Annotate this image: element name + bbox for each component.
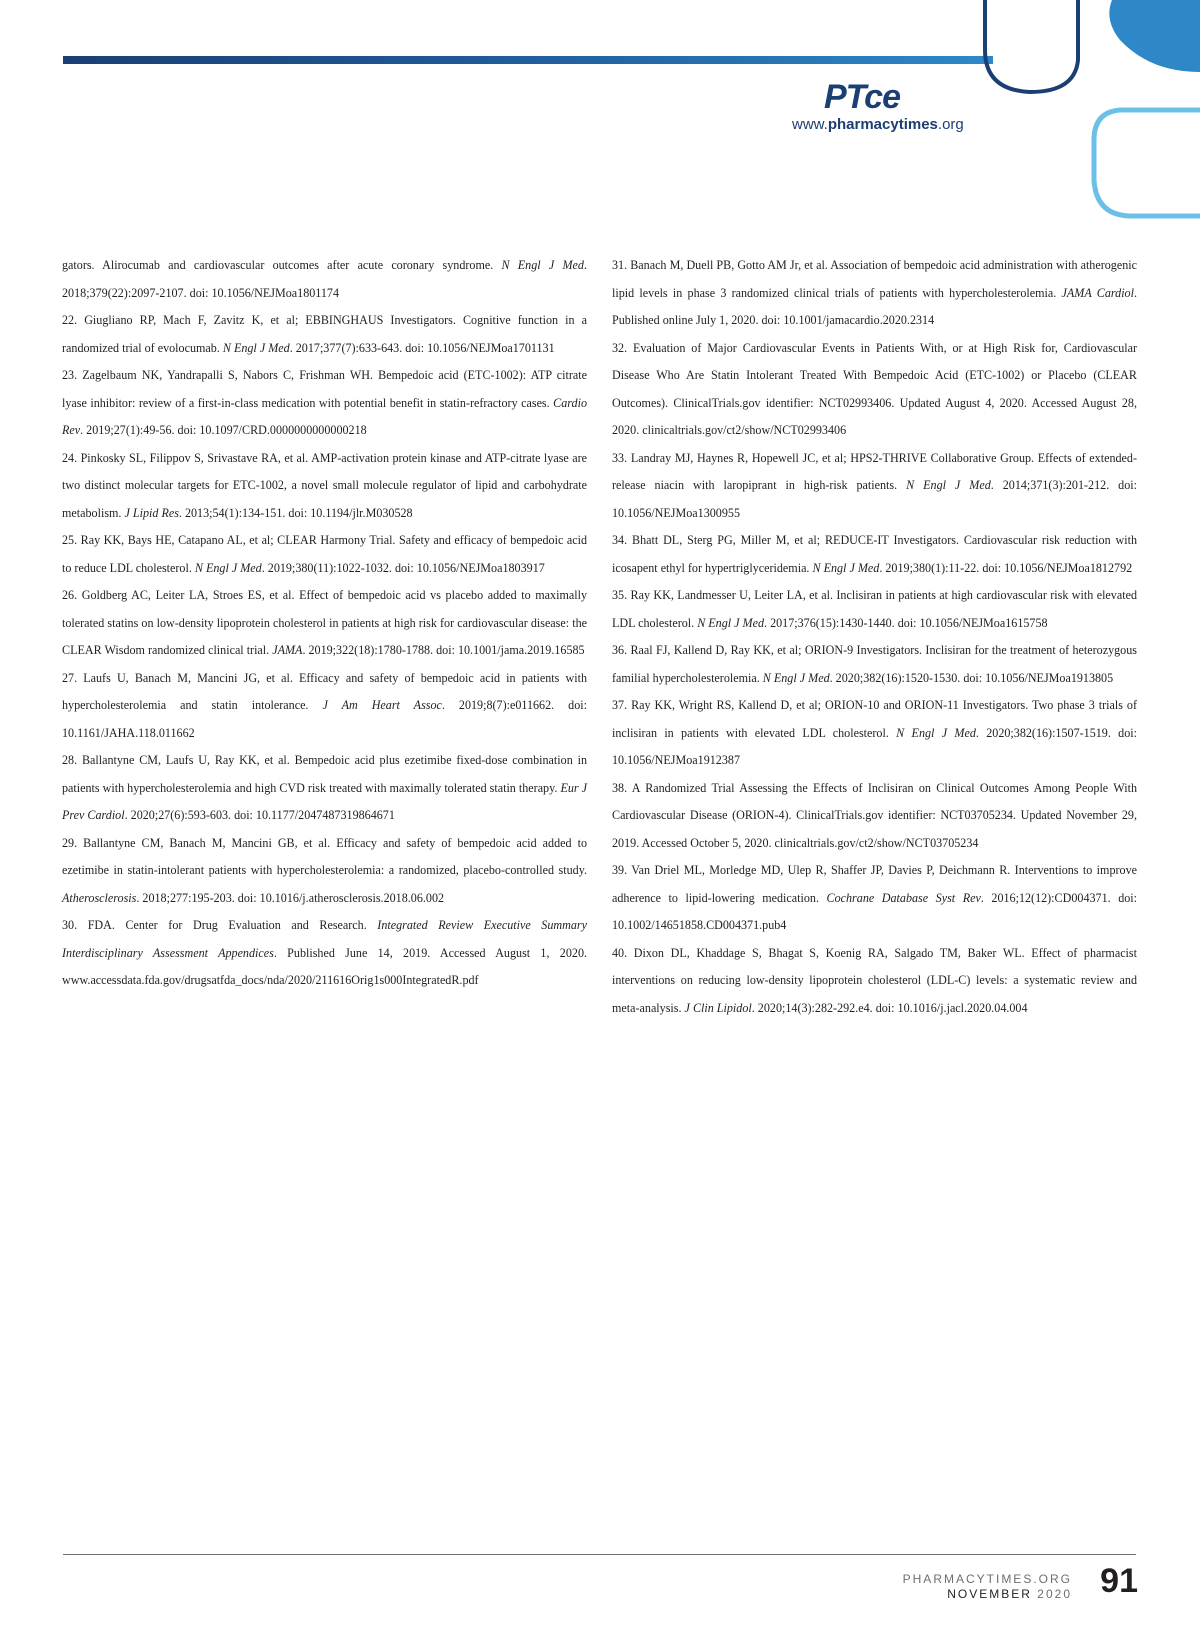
journal-title: N Engl J Med (906, 478, 991, 492)
reference-text: . 2017;376(15):1430-1440. doi: 10.1056/NEJMoa1615758 (764, 615, 1048, 630)
reference-text: 22. Giugliano RP, Mach F, Zavitz K, et al; EBBINGHAUS Investigators. Cognitive function in a randomized trial of evolocumab. (62, 313, 587, 355)
journal-title: J Am Heart Assoc (322, 698, 442, 712)
journal-title: N Engl J Med (812, 560, 880, 575)
journal-title: Atherosclerosis (62, 890, 137, 905)
reference-text: . 2018;277:195-203. doi: 10.1016/j.atherosclerosis.2018.06.002 (136, 890, 445, 905)
reference-text: . Published June 14, 2019. Accessed August 1, 2020. www.accessdata.fda.gov/drugsatfda_docs/nda/2020/211616Orig1s000IntegratedR.pdf (62, 945, 588, 987)
reference-text: . Published online July 1, 2020. doi: 10.1001/jamacardio.2020.2314 (612, 285, 1137, 327)
footer-rule (63, 1554, 1136, 1555)
journal-title: Integrated Review Executive Summary Interdisciplinary Assessment Appendices (62, 918, 587, 960)
reference-item (62, 252, 587, 307)
reference-text: 39. Van Driel ML, Morledge MD, Ulep R, Shaffer JP, Davies P, Deichmann R. Interventions to improve adherence to lipid-lowering medication. (612, 863, 1137, 905)
reference-item (612, 940, 1137, 1023)
reference-item (612, 252, 1137, 335)
journal-title: N Engl J Med (501, 258, 584, 272)
reference-item (612, 637, 1137, 692)
reference-item (612, 527, 1137, 582)
reference-text: . 2020;382(16):1520-1530. doi: 10.1056/NEJMoa1913805 (829, 670, 1114, 685)
reference-text: 29. Ballantyne CM, Banach M, Mancini GB, et al. Efficacy and safety of bempedoic acid added to ezetimibe in statin-intolerant patients with hypercholesterolemia: a randomized, placebo-controlled study. (62, 835, 587, 877)
reference-text: gators. Alirocumab and cardiovascular outcomes after acute coronary syndrome. (62, 258, 502, 272)
footer-site: PHARMACYTIMES.ORG (902, 1572, 1072, 1586)
reference-item (612, 582, 1137, 637)
reference-text: . 2019;380(1):11-22. doi: 10.1056/NEJMoa1812792 (879, 560, 1133, 575)
reference-text: . 2020;27(6):593-603. doi: 10.1177/2047487319864671 (124, 808, 395, 822)
reference-text: 23. Zagelbaum NK, Yandrapalli S, Nabors C, Frishman WH. Bempedoic acid (ETC-1002): ATP citrate lyase inhibitor: review of a first-in-class medication with potential benefit in statin-refractory cases. (62, 368, 587, 410)
footer-date (947, 1587, 1072, 1601)
reference-text: 33. Landray MJ, Haynes R, Hopewell JC, et al; HPS2-THRIVE Collaborative Group. Effects of extended-release niacin with laropiprant in high-risk patients. (612, 450, 1137, 492)
reference-text: 27. Laufs U, Banach M, Mancini JG, et al. Efficacy and safety of bempedoic acid in patients with hypercholesterolemia and statin intolerance. (62, 670, 587, 712)
references-column-right (612, 252, 1137, 1022)
light-blue-outline-shape (1094, 110, 1200, 216)
reference-text: 37. Ray KK, Wright RS, Kallend D, et al; ORION-10 and ORION-11 Investigators. Two phase 3 trials of inclisiran in patients with elevated LDL cholesterol. (612, 698, 1137, 740)
reference-item (62, 912, 587, 995)
reference-text: . 2019;322(18):1780-1788. doi: 10.1001/jama.2019.16585 (302, 643, 585, 657)
reference-text: . 2014;371(3):201-212. doi: 10.1056/NEJMoa1300955 (612, 478, 1137, 520)
reference-text: . 2016;12(12):CD004371. doi: 10.1002/14651858.CD004371.pub4 (612, 890, 1138, 932)
reference-item (62, 665, 587, 748)
journal-title: N Engl J Med (762, 670, 830, 685)
reference-text: 30. FDA. Center for Drug Evaluation and Research. (62, 918, 378, 932)
logo-mark: PTce (824, 78, 901, 116)
journal-title: N Engl J Med (222, 340, 290, 355)
reference-text: . 2018;379(22):2097-2107. doi: 10.1056/NEJMoa1801174 (62, 258, 587, 300)
journal-title: N Engl J Med (896, 725, 976, 740)
reference-item (62, 307, 587, 362)
reference-text: 26. Goldberg AC, Leiter LA, Stroes ES, et al. Effect of bempedoic acid vs placebo added to maximally tolerated statins on low-density lipoprotein cholesterol in patients at high risk for cardiovascular disease: the CLEAR Wisdom randomized clinical trial. (62, 588, 587, 657)
references-column-left (62, 252, 587, 995)
journal-title: N Engl J Med (194, 560, 262, 575)
reference-item (612, 692, 1137, 775)
journal-title: JAMA (272, 643, 303, 657)
reference-text: . 2013;54(1):134-151. doi: 10.1194/jlr.M030528 (178, 505, 413, 520)
journal-title: J Lipid Res (124, 505, 179, 520)
reference-item (62, 362, 587, 445)
reference-text: 40. Dixon DL, Khaddage S, Bhagat S, Koenig RA, Salgado TM, Baker WL. Effect of pharmacist interventions on reducing low-density lipoprotein cholesterol (LDL-C) levels: a systematic review and meta-analysis. (612, 945, 1137, 1015)
reference-item (62, 747, 587, 830)
reference-text: 36. Raal FJ, Kallend D, Ray KK, et al; ORION-9 Investigators. Inclisiran for the treatment of heterozygous familial hypercholesterolemia. (612, 643, 1137, 685)
reference-item (612, 857, 1137, 940)
journal-title: JAMA Cardiol (1061, 285, 1134, 300)
reference-text: 25. Ray KK, Bays HE, Catapano AL, et al; CLEAR Harmony Trial. Safety and efficacy of bempedoic acid to reduce LDL cholesterol. (62, 533, 587, 575)
page-number: 91 (1100, 1562, 1138, 1600)
reference-item (62, 582, 587, 665)
reference-text: . 2019;380(11):1022-1032. doi: 10.1056/NEJMoa1803917 (261, 560, 545, 575)
reference-item (62, 445, 587, 528)
reference-text: 24. Pinkosky SL, Filippov S, Srivastave RA, et al. AMP-activation protein kinase and ATP-citrate lyase are two distinct molecular targets for ETC-1002, a novel small molecule regulator of lipid and carbohydrate metabolism. (62, 450, 587, 520)
reference-text: 38. A Randomized Trial Assessing the Effects of Inclisiran on Clinical Outcomes Among People With Cardiovascular Disease (ORION-4). ClinicalTrials.gov identifier: NCT03705234. Updated November 29, 2019. Accessed October 5, 2020. clinicaltrials.gov/ct2/show/NCT03705234 (612, 780, 1137, 850)
reference-item (62, 830, 587, 913)
reference-item (612, 775, 1137, 858)
reference-text: . 2019;8(7):e011662. doi: 10.1161/JAHA.118.011662 (62, 698, 587, 740)
reference-item (62, 527, 587, 582)
reference-text: 34. Bhatt DL, Sterg PG, Miller M, et al; REDUCE-IT Investigators. Cardiovascular risk reduction with icosapent ethyl for hypertriglyceridemia. (612, 533, 1137, 575)
reference-text: . 2019;27(1):49-56. doi: 10.1097/CRD.0000000000000218 (80, 423, 367, 437)
journal-title: J Clin Lipidol (684, 1000, 752, 1015)
reference-text: 32. Evaluation of Major Cardiovascular Events in Patients With, or at High Risk for, Cardiovascular Disease Who Are Statin Intolerant Treated With Bempedoic Acid (ETC-1002) or Placebo (CLEAR Outcomes). ClinicalTrials.gov identifier: NCT02993406. Updated August 4, 2020. Accessed August 28, 2020. clinicaltrials.gov/ct2/show/NCT02993406 (612, 340, 1137, 437)
blue-filled-shape (1109, 0, 1200, 72)
journal-title: Cochrane Database Syst Rev (826, 890, 981, 905)
footer-year: 2020 (1037, 1587, 1072, 1601)
reference-item (612, 335, 1137, 445)
reference-text: . 2017;377(7):633-643. doi: 10.1056/NEJMoa1701131 (289, 340, 555, 355)
reference-text: 35. Ray KK, Landmesser U, Leiter LA, et al. Inclisiran in patients at high cardiovascular risk with elevated LDL cholesterol. (612, 588, 1137, 630)
reference-text: . 2020;14(3):282-292.e4. doi: 10.1016/j.jacl.2020.04.004 (751, 1000, 1028, 1015)
reference-text: . 2020;382(16):1507-1519. doi: 10.1056/NEJMoa1912387 (612, 725, 1137, 767)
footer-month: NOVEMBER (947, 1587, 1032, 1601)
reference-item (612, 445, 1137, 528)
journal-title: Eur J Prev Cardiol (62, 780, 587, 822)
reference-text: 28. Ballantyne CM, Laufs U, Ray KK, et al. Bempedoic acid plus ezetimibe fixed-dose combination in patients with hypercholesterolemia and high CVD risk treated with maximally tolerated statin therapy. (62, 753, 587, 795)
reference-text: 31. Banach M, Duell PB, Gotto AM Jr, et al. Association of bempedoic acid administration with atherogenic lipid levels in phase 3 randomized clinical trials of patients with hypercholesterolemia. (612, 258, 1137, 300)
journal-title: N Engl J Med (697, 615, 765, 630)
site-url: www.pharmacytimes.org (792, 116, 964, 133)
journal-title: Cardio Rev (62, 395, 587, 437)
ptce-logo (792, 78, 1032, 138)
